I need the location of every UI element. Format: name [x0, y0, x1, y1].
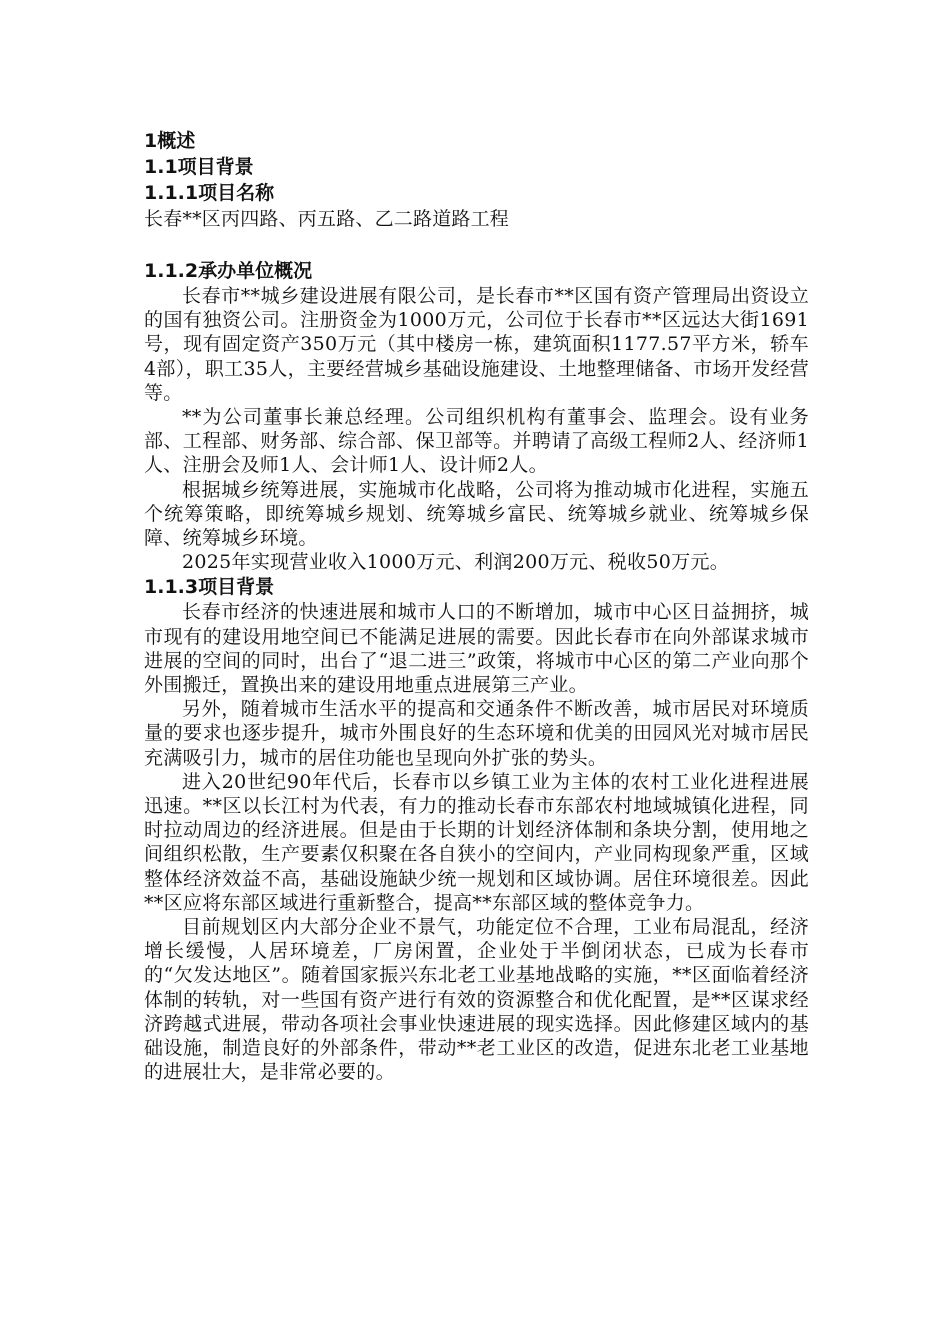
- unit-paragraph: 2025年实现营业收入1000万元、利润200万元、税收50万元。: [182, 551, 730, 574]
- heading-unit-overview: 1.1.2承办单位概况: [144, 260, 313, 282]
- blank-line: [144, 232, 809, 258]
- heading-overview: 1概述: [144, 130, 196, 152]
- project-name-text: 长春**区丙四路、丙五路、乙二路道路工程: [144, 208, 510, 230]
- heading-background: 1.1.3项目背景: [144, 576, 275, 599]
- unit-paragraph: **为公司董事长兼总经理。公司组织机构有董事会、监理会。设有业务部、工程部、财务部、综合部、保卫部等。并聘请了高级工程师2人、经济师1人、注册会及师1人、会计师1人、设计师2人。: [144, 406, 809, 477]
- background-paragraph: 另外，随着城市生活水平的提高和交通条件不断改善，城市居民对环境质量的要求也逐步提升，城市外围良好的生态环境和优美的田园风光对城市居民充满吸引力，城市的居住功能也呈现向外扩张的势头。: [144, 698, 809, 769]
- heading-project-background: 1.1项目背景: [144, 156, 254, 178]
- heading-project-name: 1.1.1项目名称: [144, 182, 275, 204]
- unit-paragraph: 根据城乡统筹进展，实施城市化战略，公司将为推动城市化进程，实施五个统筹策略，即统筹城乡规划、统筹城乡富民、统筹城乡就业、统筹城乡保障、统筹城乡环境。: [144, 478, 809, 550]
- background-paragraph: 长春市经济的快速进展和城市人口的不断增加，城市中心区日益拥挤，城市现有的建设用地空间已不能满足进展的需要。因此长春市在向外部谋求城市进展的空间的同时，出台了“退二进三”政策，将城市中心区的第二产业向那个外围搬迁，置换出来的建设用地重点进展第三产业。: [144, 601, 809, 697]
- background-paragraph: 目前规划区内大部分企业不景气，功能定位不合理，工业布局混乱，经济增长缓慢，人居环境差，厂房闲置，企业处于半倒闭状态，已成为长春市的“欠发达地区”。随着国家振兴东北老工业基地战略的实施，**区面临着经济体制的转轨，对一些国有资产进行有效的资源整合和优化配置，是**区谋求经济跨越式进展，带动各项社会事业快速进展的现实选择。因此修建区域内的基础设施，制造良好的外部条件，带动**老工业区的改造，促进东北老工业基地的进展壮大，是非常必要的。: [144, 916, 809, 1084]
- document-body: [144, 126, 809, 1085]
- background-paragraph: 进入20世纪90年代后，长春市以乡镇工业为主体的农村工业化进程进展迅速。**区以长江村为代表，有力的推动长春市东部农村地域城镇化进程，同时拉动周边的经济进展。但是由于长期的计划经济体制和条块分割，使用地之间组织松散，生产要素仅积聚在各自狭小的空间内，产业同构现象严重，区域整体经济效益不高，基础设施缺少统一规划和区域协调。居住环境很差。因此**区应将东部区域进行重新整合，提高**东部区域的整体竞争力。: [144, 770, 809, 914]
- unit-paragraph: 长春市**城乡建设进展有限公司，是长春市**区国有资产管理局出资设立的国有独资公司。注册资金为1000万元，公司位于长春市**区远达大街1691号，现有固定资产350万元（其中楼房一栋，建筑面积1177.57平方米，轿车4部），职工35人，主要经营城乡基础设施建设、土地整理储备、市场开发经营等。: [144, 285, 809, 404]
